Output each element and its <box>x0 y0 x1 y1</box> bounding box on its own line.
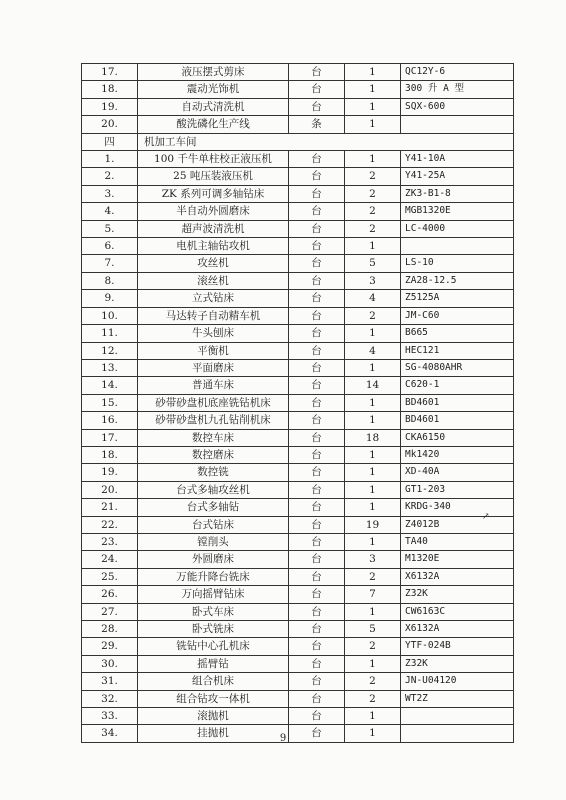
unit-cell: 台 <box>289 499 345 516</box>
table-row <box>82 481 514 498</box>
equipment-name: 平面磨床 <box>138 359 289 376</box>
equipment-name: 砂带砂盘机底座铣钻机床 <box>138 394 289 411</box>
equipment-name: 25 吨压装液压机 <box>138 168 289 185</box>
model-cell: SG-4080AHR <box>401 359 514 376</box>
equipment-name: 马达转子自动精车机 <box>138 307 289 324</box>
unit-cell: 台 <box>289 272 345 289</box>
unit-cell: 台 <box>289 725 345 742</box>
quantity-cell: 1 <box>345 708 401 725</box>
quantity-cell: 2 <box>345 690 401 707</box>
table-row <box>82 412 514 429</box>
row-number: 28. <box>82 621 138 638</box>
row-number: 22. <box>82 516 138 533</box>
row-number: 19. <box>82 98 138 115</box>
equipment-name: 滚丝机 <box>138 272 289 289</box>
model-cell: CW6163C <box>401 603 514 620</box>
row-number: 18. <box>82 446 138 463</box>
row-number: 9. <box>82 290 138 307</box>
quantity-cell: 1 <box>345 151 401 168</box>
table-row <box>82 655 514 672</box>
equipment-name: 外圆磨床 <box>138 551 289 568</box>
row-number: 1. <box>82 151 138 168</box>
quantity-cell: 1 <box>345 64 401 81</box>
row-number: 21. <box>82 499 138 516</box>
table-row <box>82 359 514 376</box>
table-row <box>82 568 514 585</box>
table-row <box>82 185 514 202</box>
row-number: 30. <box>82 655 138 672</box>
unit-cell: 台 <box>289 325 345 342</box>
row-number: 16. <box>82 412 138 429</box>
unit-cell: 台 <box>289 708 345 725</box>
table-row <box>82 708 514 725</box>
model-cell <box>401 116 514 133</box>
model-cell: X6132A <box>401 621 514 638</box>
model-cell <box>401 238 514 255</box>
equipment-name: 砂带砂盘机九孔钻削机床 <box>138 412 289 429</box>
equipment-name: 立式钻床 <box>138 290 289 307</box>
unit-cell: 台 <box>289 481 345 498</box>
equipment-name: 挂抛机 <box>138 725 289 742</box>
quantity-cell: 1 <box>345 655 401 672</box>
quantity-cell: 1 <box>345 238 401 255</box>
section-row <box>82 133 514 150</box>
unit-cell: 台 <box>289 290 345 307</box>
quantity-cell: 1 <box>345 359 401 376</box>
table-row <box>82 307 514 324</box>
row-number: 33. <box>82 708 138 725</box>
quantity-cell: 2 <box>345 203 401 220</box>
equipment-name: 攻丝机 <box>138 255 289 272</box>
section-number: 四 <box>82 133 138 150</box>
equipment-table-body <box>82 64 514 743</box>
equipment-name: 台式多轴钻 <box>138 499 289 516</box>
equipment-name: 100 千牛单柱校正液压机 <box>138 151 289 168</box>
quantity-cell: 1 <box>345 603 401 620</box>
table-row <box>82 98 514 115</box>
unit-cell: 台 <box>289 586 345 603</box>
row-number: 32. <box>82 690 138 707</box>
model-cell: Mk1420 <box>401 446 514 463</box>
equipment-name: 牛头刨床 <box>138 325 289 342</box>
unit-cell: 台 <box>289 464 345 481</box>
table-row <box>82 203 514 220</box>
equipment-name: 万能升降台铣床 <box>138 568 289 585</box>
model-cell: YTF-024B <box>401 638 514 655</box>
model-cell: 300 升 A 型 <box>401 81 514 98</box>
equipment-name: 摇臂钻 <box>138 655 289 672</box>
equipment-name: 平衡机 <box>138 342 289 359</box>
quantity-cell: 4 <box>345 290 401 307</box>
unit-cell: 台 <box>289 307 345 324</box>
unit-cell: 台 <box>289 168 345 185</box>
model-cell: Y41-10A <box>401 151 514 168</box>
equipment-name: 组合机床 <box>138 673 289 690</box>
table-row <box>82 290 514 307</box>
equipment-name: 酸洗磷化生产线 <box>138 116 289 133</box>
quantity-cell: 2 <box>345 220 401 237</box>
equipment-name: 滚抛机 <box>138 708 289 725</box>
quantity-cell: 1 <box>345 325 401 342</box>
row-number: 23. <box>82 533 138 550</box>
margin-mark: ↗ <box>482 512 490 522</box>
unit-cell: 台 <box>289 359 345 376</box>
row-number: 27. <box>82 603 138 620</box>
unit-cell: 台 <box>289 551 345 568</box>
table-row <box>82 64 514 81</box>
equipment-name: 自动式清洗机 <box>138 98 289 115</box>
equipment-name: 数控铣 <box>138 464 289 481</box>
table-row <box>82 238 514 255</box>
row-number: 15. <box>82 394 138 411</box>
row-number: 19. <box>82 464 138 481</box>
model-cell: Z32K <box>401 655 514 672</box>
equipment-name: 震动光饰机 <box>138 81 289 98</box>
model-cell: ZA28-12.5 <box>401 272 514 289</box>
row-number: 13. <box>82 359 138 376</box>
row-number: 5. <box>82 220 138 237</box>
equipment-name: 组合钻攻一体机 <box>138 690 289 707</box>
unit-cell: 台 <box>289 377 345 394</box>
row-number: 3. <box>82 185 138 202</box>
row-number: 2. <box>82 168 138 185</box>
row-number: 4. <box>82 203 138 220</box>
row-number: 8. <box>82 272 138 289</box>
quantity-cell: 2 <box>345 638 401 655</box>
quantity-cell: 18 <box>345 429 401 446</box>
unit-cell: 台 <box>289 446 345 463</box>
unit-cell: 台 <box>289 516 345 533</box>
row-number: 6. <box>82 238 138 255</box>
unit-cell: 台 <box>289 655 345 672</box>
unit-cell: 台 <box>289 81 345 98</box>
quantity-cell: 7 <box>345 586 401 603</box>
table-row <box>82 342 514 359</box>
quantity-cell: 3 <box>345 551 401 568</box>
row-number: 10. <box>82 307 138 324</box>
equipment-name: 普通车床 <box>138 377 289 394</box>
quantity-cell: 1 <box>345 464 401 481</box>
quantity-cell: 5 <box>345 621 401 638</box>
model-cell: LC-4000 <box>401 220 514 237</box>
row-number: 20. <box>82 116 138 133</box>
equipment-name: 半自动外圆磨床 <box>138 203 289 220</box>
page-number: 9 <box>279 733 287 744</box>
model-cell: BD4601 <box>401 394 514 411</box>
model-cell: XD-40A <box>401 464 514 481</box>
table-row <box>82 464 514 481</box>
table-row <box>82 499 514 516</box>
unit-cell: 台 <box>289 203 345 220</box>
unit-cell: 台 <box>289 151 345 168</box>
model-cell: JM-C60 <box>401 307 514 324</box>
equipment-name: 镗削头 <box>138 533 289 550</box>
table-row <box>82 429 514 446</box>
equipment-name: 卧式铣床 <box>138 621 289 638</box>
unit-cell: 台 <box>289 255 345 272</box>
quantity-cell: 1 <box>345 412 401 429</box>
table-row <box>82 586 514 603</box>
row-number: 14. <box>82 377 138 394</box>
table-row <box>82 551 514 568</box>
row-number: 11. <box>82 325 138 342</box>
quantity-cell: 1 <box>345 499 401 516</box>
quantity-cell: 3 <box>345 272 401 289</box>
model-cell: Y41-25A <box>401 168 514 185</box>
table-row <box>82 116 514 133</box>
model-cell: BD4601 <box>401 412 514 429</box>
table-row <box>82 151 514 168</box>
model-cell: B665 <box>401 325 514 342</box>
table-row <box>82 638 514 655</box>
model-cell: Z32K <box>401 586 514 603</box>
equipment-name: 超声波清洗机 <box>138 220 289 237</box>
unit-cell: 台 <box>289 429 345 446</box>
section-title: 机加工车间 <box>138 133 514 150</box>
quantity-cell: 2 <box>345 185 401 202</box>
equipment-table <box>81 63 514 743</box>
unit-cell: 台 <box>289 638 345 655</box>
equipment-name: 液压摆式剪床 <box>138 64 289 81</box>
equipment-name: 台式多轴攻丝机 <box>138 481 289 498</box>
quantity-cell: 2 <box>345 673 401 690</box>
table-row <box>82 533 514 550</box>
quantity-cell: 5 <box>345 255 401 272</box>
table-row <box>82 690 514 707</box>
model-cell: WT2Z <box>401 690 514 707</box>
unit-cell: 台 <box>289 394 345 411</box>
quantity-cell: 2 <box>345 307 401 324</box>
model-cell <box>401 708 514 725</box>
model-cell: ZK3-B1-8 <box>401 185 514 202</box>
table-row <box>82 377 514 394</box>
quantity-cell: 4 <box>345 342 401 359</box>
model-cell: Z4012B <box>401 516 514 533</box>
row-number: 12. <box>82 342 138 359</box>
model-cell: SQX-600 <box>401 98 514 115</box>
equipment-name: 数控磨床 <box>138 446 289 463</box>
unit-cell: 台 <box>289 603 345 620</box>
quantity-cell: 19 <box>345 516 401 533</box>
quantity-cell: 1 <box>345 725 401 742</box>
quantity-cell: 14 <box>345 377 401 394</box>
unit-cell: 台 <box>289 342 345 359</box>
unit-cell: 台 <box>289 621 345 638</box>
table-row <box>82 446 514 463</box>
equipment-name: 台式钻床 <box>138 516 289 533</box>
model-cell: Z5125A <box>401 290 514 307</box>
row-number: 25. <box>82 568 138 585</box>
table-row <box>82 272 514 289</box>
unit-cell: 台 <box>289 185 345 202</box>
row-number: 20. <box>82 481 138 498</box>
model-cell: C620-1 <box>401 377 514 394</box>
unit-cell: 台 <box>289 568 345 585</box>
quantity-cell: 1 <box>345 81 401 98</box>
quantity-cell: 2 <box>345 568 401 585</box>
quantity-cell: 1 <box>345 394 401 411</box>
equipment-name: 数控车床 <box>138 429 289 446</box>
equipment-name: 卧式车床 <box>138 603 289 620</box>
table-row <box>82 516 514 533</box>
unit-cell: 台 <box>289 238 345 255</box>
quantity-cell: 1 <box>345 533 401 550</box>
row-number: 17. <box>82 64 138 81</box>
equipment-name: ZK 系列可调多轴钻床 <box>138 185 289 202</box>
unit-cell: 台 <box>289 673 345 690</box>
unit-cell: 台 <box>289 533 345 550</box>
model-cell: X6132A <box>401 568 514 585</box>
quantity-cell: 2 <box>345 168 401 185</box>
row-number: 31. <box>82 673 138 690</box>
table-row <box>82 168 514 185</box>
table-row <box>82 255 514 272</box>
table-row <box>82 603 514 620</box>
model-cell: TA40 <box>401 533 514 550</box>
model-cell: LS-10 <box>401 255 514 272</box>
row-number: 34. <box>82 725 138 742</box>
table-row <box>82 325 514 342</box>
table-row <box>82 673 514 690</box>
row-number: 29. <box>82 638 138 655</box>
table-row <box>82 220 514 237</box>
equipment-name: 铣钻中心孔机床 <box>138 638 289 655</box>
unit-cell: 台 <box>289 64 345 81</box>
model-cell: MGB1320E <box>401 203 514 220</box>
row-number: 24. <box>82 551 138 568</box>
unit-cell: 条 <box>289 116 345 133</box>
row-number: 7. <box>82 255 138 272</box>
quantity-cell: 1 <box>345 446 401 463</box>
unit-cell: 台 <box>289 690 345 707</box>
quantity-cell: 1 <box>345 481 401 498</box>
quantity-cell: 1 <box>345 116 401 133</box>
model-cell: CKA6150 <box>401 429 514 446</box>
row-number: 18. <box>82 81 138 98</box>
equipment-name: 万向摇臂钻床 <box>138 586 289 603</box>
model-cell: QC12Y-6 <box>401 64 514 81</box>
row-number: 26. <box>82 586 138 603</box>
table-row <box>82 621 514 638</box>
table-row <box>82 81 514 98</box>
model-cell: M1320E <box>401 551 514 568</box>
quantity-cell: 1 <box>345 98 401 115</box>
unit-cell: 台 <box>289 98 345 115</box>
equipment-name: 电机主轴钻攻机 <box>138 238 289 255</box>
row-number: 17. <box>82 429 138 446</box>
unit-cell: 台 <box>289 220 345 237</box>
model-cell: HEC121 <box>401 342 514 359</box>
table-row <box>82 394 514 411</box>
model-cell: GT1-203 <box>401 481 514 498</box>
model-cell: KRDG-340 <box>401 499 514 516</box>
model-cell: JN-U04120 <box>401 673 514 690</box>
unit-cell: 台 <box>289 412 345 429</box>
